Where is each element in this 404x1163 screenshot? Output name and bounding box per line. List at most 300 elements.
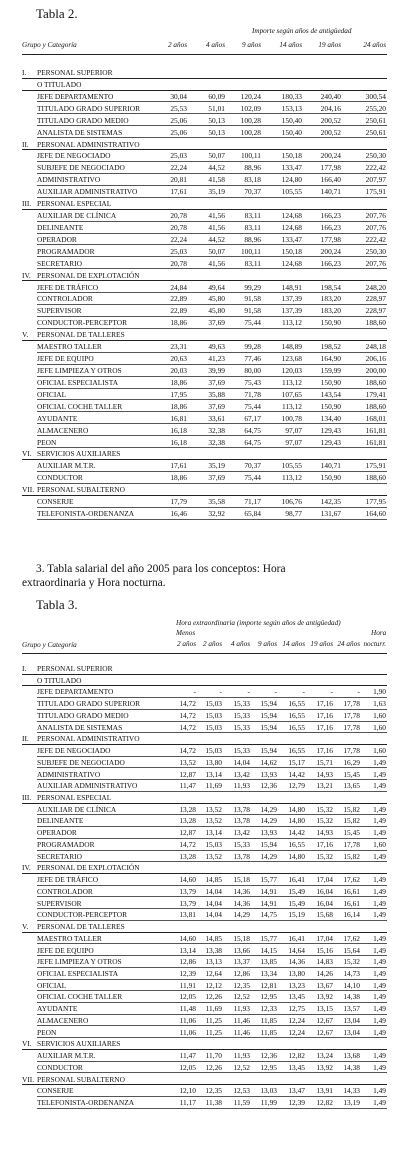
table3-cell: 17,04: [316, 933, 333, 943]
table3-cell: 16,55: [288, 746, 305, 756]
table3-cell: 1,49: [373, 1004, 386, 1014]
table2-category-label: OFICIAL: [37, 389, 67, 399]
table3-cell: 12,10: [179, 1086, 196, 1096]
table3-header-menos: Menos: [176, 629, 196, 637]
table3-category-label: CONDUCTOR: [37, 1062, 83, 1072]
table3-cell: 11,46: [233, 1027, 250, 1037]
table3-cell: 1,49: [373, 945, 386, 955]
table3-category-row: [0, 969, 404, 980]
table2-row-rule: [37, 328, 387, 329]
table2-cell: 133,47: [281, 163, 302, 173]
table2-cell: 248,18: [365, 342, 386, 352]
table2-cell: 75,44: [244, 473, 261, 483]
table2-cell: 88,96: [244, 163, 261, 173]
table3-cell: 14,42: [288, 828, 305, 838]
table2-cell: 166,23: [320, 222, 341, 232]
table3-cell: 12,67: [316, 1015, 333, 1025]
table3-cell: 13,38: [205, 945, 222, 955]
table2-cell: 188,60: [365, 473, 386, 483]
table2-group-label: PERSONAL SUPERIOR: [37, 68, 113, 77]
table2-cell: 175,91: [365, 461, 386, 471]
table2-cell: 65,84: [244, 509, 261, 519]
table3-group-row: [0, 664, 404, 675]
table3-group-row: [0, 922, 404, 933]
table2-cell: 131,67: [320, 509, 341, 519]
table2-cell: 64,75: [244, 425, 261, 435]
table2-header-main: Importe según años de antigüedad: [252, 27, 352, 35]
table3-category-label: CONTROLADOR: [37, 886, 93, 896]
table2-group-row: [0, 330, 404, 341]
table3-cell: 17,62: [343, 933, 360, 943]
table2-cell: 159,99: [320, 366, 341, 375]
table2-category-row: [0, 402, 404, 413]
table2-category-row: [0, 461, 404, 472]
table2-category-row: [0, 247, 404, 258]
table2-category-label: ALMACENERO: [37, 425, 89, 435]
table3-cell: 12,05: [179, 1062, 196, 1072]
table3-cell: 14,60: [179, 875, 196, 885]
table3-cell: 15,03: [205, 710, 222, 720]
table3-cell: 16,41: [288, 933, 305, 943]
table3-cell: 11,59: [233, 1098, 250, 1107]
table2-cell: 91,58: [244, 306, 261, 316]
table2-category-row: [0, 211, 404, 222]
table3-cell: 15,16: [316, 945, 333, 955]
table3-cell: 12,95: [260, 992, 277, 1002]
table3-cell: 13,14: [179, 945, 196, 955]
table3-cell: 17,16: [316, 839, 333, 849]
table3-cell: 15,17: [288, 757, 305, 767]
table2-group-number: VII.: [22, 485, 35, 495]
table3-cell: 14,80: [288, 804, 305, 814]
table2-group-label: SERVICIOS AUXILIARES: [37, 449, 121, 459]
table3-cell: -: [357, 687, 360, 697]
table2-category-row: [0, 509, 404, 520]
table3-category-row: [0, 1004, 404, 1015]
table2-cell: 41,56: [208, 222, 225, 232]
table3-cell: 15,68: [316, 910, 333, 920]
table3-cell: 13,52: [205, 816, 222, 826]
table3-cell: 14,04: [205, 886, 222, 896]
table3-category-row: [0, 875, 404, 886]
table3-category-label: PEON: [37, 1027, 57, 1037]
table2-cell: 60,09: [208, 91, 225, 101]
table3-row-rule: [37, 838, 387, 839]
table3-cell: 12,53: [233, 1086, 250, 1096]
table2-cell: 50,13: [208, 127, 225, 137]
table3-cell: 12,86: [179, 957, 196, 967]
table2-cell: 228,97: [365, 306, 386, 316]
table3-category-row: [0, 770, 404, 781]
table3-row-rule: [37, 1037, 387, 1038]
table3-cell: 13,42: [233, 828, 250, 838]
table2-cell: 83,11: [244, 211, 261, 221]
table2-header-rule: [22, 54, 387, 55]
table2-cell: 198,54: [320, 282, 341, 292]
table2-cell: 16,18: [170, 425, 187, 435]
table3-category-row: [0, 1063, 404, 1074]
table3-group-rule: [22, 932, 387, 933]
table3-category-label: MAESTRO TALLER: [37, 933, 102, 943]
table3-cell: 13,91: [316, 1086, 333, 1096]
table2-cell: 200,24: [320, 151, 341, 161]
table2-cell: 200,24: [320, 246, 341, 256]
table3-cell: 14,85: [205, 933, 222, 943]
table2-cell: 150,90: [320, 318, 341, 328]
table3-cell: 13,15: [316, 1004, 333, 1014]
table3-cell: 14,72: [179, 722, 196, 732]
table3-cell: 15,03: [205, 699, 222, 709]
table3-cell: 16,04: [316, 886, 333, 896]
table2-cell: 143,54: [320, 389, 341, 399]
table3-cell: 1,49: [373, 910, 386, 920]
table3-cell: 11,69: [205, 781, 222, 791]
table3-group-row: [0, 676, 404, 687]
table2-group-label: PERSONAL DE TALLERES: [37, 330, 125, 340]
table3-cell: 12,87: [179, 828, 196, 838]
table2-group-number: I.: [22, 68, 27, 77]
table3-row-rule: [37, 826, 387, 827]
table3-cell: 16,29: [343, 757, 360, 767]
table2-cell: 77,46: [244, 354, 261, 364]
table2-cell: 37,69: [208, 318, 225, 328]
table3-cell: 14,60: [179, 933, 196, 943]
table3-cell: 17,78: [343, 699, 360, 709]
table2-category-row: [0, 414, 404, 425]
table3-row-rule: [37, 1061, 387, 1062]
table3-cell: 14,36: [233, 898, 250, 908]
section3-line1: 3. Tabla salarial del año 2005 para los conceptos: Hora: [36, 563, 286, 575]
table3-cell: 1,60: [373, 722, 386, 732]
table3-col-header: 19 años: [310, 640, 333, 648]
table2-group-row: [0, 140, 404, 151]
table3-cell: 13,28: [179, 804, 196, 814]
table3-cell: 12,52: [233, 1062, 250, 1072]
table3-cell: 11,85: [260, 1027, 277, 1037]
table2-cell: 32,38: [208, 425, 225, 435]
table3-cell: 17,16: [316, 699, 333, 709]
table2-category-row: [0, 104, 404, 115]
table3-cell: 13,52: [205, 851, 222, 861]
table2-group-number: VI.: [22, 449, 32, 459]
table2-row-rule: [37, 364, 387, 365]
table2-cell: 18,86: [170, 401, 187, 411]
table2-cell: 23,31: [170, 342, 187, 352]
table2-category-row: [0, 390, 404, 401]
table2-cell: 250,30: [365, 246, 386, 256]
table3-cell: 13,78: [233, 804, 250, 814]
table3-cell: 17,78: [343, 839, 360, 849]
table2-cell: 164,60: [365, 509, 386, 519]
table3-cell: 17,78: [343, 746, 360, 756]
table2-cell: 188,60: [365, 377, 386, 387]
table2-category-label: SUBJEFE DE NEGOCIADO: [37, 163, 125, 173]
table3-cell: 13,04: [343, 1027, 360, 1037]
table3-cell: 13,52: [179, 757, 196, 767]
table2-cell: 41,23: [208, 354, 225, 364]
table3-cell: 14,29: [260, 816, 277, 826]
table3-category-row: [0, 840, 404, 851]
table3-cell: 13,92: [316, 1062, 333, 1072]
table2-cell: 100,28: [240, 115, 261, 125]
table3-cell: 11,91: [179, 980, 196, 990]
table3-group-rule: [22, 685, 387, 686]
table3-cell: 14,91: [260, 898, 277, 908]
table3-row-rule: [37, 1014, 387, 1015]
table3-cell: 11,99: [260, 1098, 277, 1107]
table3-cell: 13,24: [316, 1051, 333, 1061]
table2-category-label: JEFE LIMPIEZA Y OTROS: [37, 366, 122, 375]
table2-cell: 206,16: [365, 354, 386, 364]
table3-cell: 15,45: [343, 828, 360, 838]
table3-cell: 12,82: [316, 1098, 333, 1107]
table3-row-rule: [37, 990, 387, 991]
table3-cell: 13,34: [260, 968, 277, 978]
table2-cell: 105,55: [281, 187, 302, 197]
table3-cell: 14,04: [205, 910, 222, 920]
table2-cell: 255,20: [365, 103, 386, 113]
table3-cell: 15,32: [316, 851, 333, 861]
table2-cell: 70,37: [244, 461, 261, 471]
table2-category-label: TITULADO GRADO MEDIO: [37, 115, 129, 125]
table3-cell: 15,33: [233, 746, 250, 756]
table3-cell: 15,49: [288, 886, 305, 896]
table3-cell: 1,49: [373, 980, 386, 990]
table2-cell: 148,91: [281, 282, 302, 292]
table2-cell: 123,68: [281, 354, 302, 364]
table3-cell: 14,72: [179, 710, 196, 720]
table2-cell: 129,43: [320, 437, 341, 447]
table2-row-rule: [37, 483, 387, 484]
table3-cell: 15,94: [260, 699, 277, 709]
table3-cell: 1,49: [373, 1098, 386, 1107]
table3-group-label: PERSONAL ADMINISTRATIVO: [37, 734, 140, 744]
table2-row-rule: [37, 101, 387, 102]
table2-cell: 22,89: [170, 306, 187, 316]
table2-category-label: JEFE DE TRÁFICO: [37, 282, 99, 292]
table2-col-header: 4 años: [206, 41, 225, 49]
table2-cell: 33,61: [208, 413, 225, 423]
table3-category-label: SUPERVISOR: [37, 898, 82, 908]
table3-cell: 12,52: [233, 992, 250, 1002]
table3-cell: 14,29: [260, 804, 277, 814]
table3-cell: -: [193, 687, 196, 697]
table3-cell: 13,42: [233, 769, 250, 779]
table3-group-number: VII.: [22, 1074, 35, 1084]
table2-cell: 240,40: [320, 91, 341, 101]
table3-group-label: PERSONAL DE TALLERES: [37, 922, 125, 932]
table2-cell: 70,37: [244, 187, 261, 197]
table2-cell: 248,20: [365, 282, 386, 292]
table2-group-rule: [22, 280, 387, 281]
table3-category-row: [0, 1051, 404, 1062]
table3-category-row: [0, 934, 404, 945]
table3-group-row: [0, 734, 404, 745]
table3-group-number: III.: [22, 793, 32, 803]
table3-cell: 14,75: [260, 910, 277, 920]
table3-category-label: CONDUCTOR-PERCEPTOR: [37, 910, 128, 920]
table2-category-label: CONTROLADOR: [37, 294, 93, 304]
table3-category-row: [0, 852, 404, 863]
table3-category-row: [0, 781, 404, 792]
table3-cell: 15,33: [233, 710, 250, 720]
table2-row-rule: [37, 519, 387, 520]
table2-cell: 150,18: [281, 151, 302, 161]
table2-cell: 17,61: [170, 461, 187, 471]
table2-cell: 133,47: [281, 234, 302, 244]
table2-cell: 18,86: [170, 318, 187, 328]
table3-cell: 15,33: [233, 839, 250, 849]
table3-cell: 1,49: [373, 1027, 386, 1037]
table3-cell: 1,60: [373, 746, 386, 756]
table3-category-row: [0, 723, 404, 734]
table3-category-row: [0, 981, 404, 992]
table3-cell: 11,93: [233, 781, 250, 791]
table3-col-header: 2 años: [203, 640, 222, 648]
table3-col-header: 2 años: [177, 640, 196, 648]
table3-cell: 15,45: [343, 769, 360, 779]
table3-group-label: PERSONAL DE EXPLOTACIÓN: [37, 863, 140, 873]
table2-category-row: [0, 378, 404, 389]
table3-cell: 13,57: [343, 1004, 360, 1014]
table3-cell: 14,36: [233, 886, 250, 896]
table3-cell: 16,04: [316, 898, 333, 908]
table2-cell: 37,69: [208, 401, 225, 411]
table3-cell: 12,95: [260, 1062, 277, 1072]
table2-category-label: AUXILIAR M.T.R.: [37, 461, 96, 471]
table2-cell: 148,89: [281, 342, 302, 352]
table3-cell: 16,41: [288, 875, 305, 885]
table3-cell: 1,49: [373, 898, 386, 908]
table2-cell: 50,07: [208, 246, 225, 256]
table3-cell: 12,33: [260, 1004, 277, 1014]
table3-category-label: ALMACENERO: [37, 1015, 89, 1025]
table3-row-rule: [37, 721, 387, 722]
table2-cell: 228,97: [365, 294, 386, 304]
table2-cell: 50,13: [208, 115, 225, 125]
table3-cell: 13,81: [179, 910, 196, 920]
table3-cell: 13,93: [260, 828, 277, 838]
table3-category-label: JEFE LIMPIEZA Y OTROS: [37, 957, 122, 967]
table2-cell: 166,23: [320, 258, 341, 268]
table2-cell: 17,95: [170, 389, 187, 399]
table3-cell: 13,52: [205, 804, 222, 814]
table2-category-label: PEON: [37, 437, 57, 447]
table3-cell: 13,04: [343, 1015, 360, 1025]
table2-cell: 137,39: [281, 294, 302, 304]
table2-category-row: [0, 354, 404, 365]
table3-category-label: OPERADOR: [37, 828, 77, 838]
table2-cell: 18,86: [170, 377, 187, 387]
table3-row-rule: [37, 920, 387, 921]
table3-cell: 12,75: [288, 1004, 305, 1014]
table2-group-row: [0, 485, 404, 496]
table3-cell: 14,29: [260, 851, 277, 861]
table2-cell: 250,61: [365, 115, 386, 125]
table3-col-header: nocturr.: [363, 640, 386, 648]
table3-cell: 15,33: [233, 699, 250, 709]
table3-cell: 14,80: [288, 816, 305, 826]
table2-category-label: MAESTRO TALLER: [37, 342, 102, 352]
table3-category-row: [0, 687, 404, 698]
table3-cell: 12,35: [233, 980, 250, 990]
table2-cell: 75,43: [244, 377, 261, 387]
table3-cell: 12,24: [288, 1015, 305, 1025]
table3-cell: 14,42: [288, 769, 305, 779]
table3-row-rule: [37, 850, 387, 851]
table3-group-rule: [22, 744, 387, 745]
table2-group-row: [0, 68, 404, 79]
table2-cell: 37,69: [208, 377, 225, 387]
table2-group-row: [0, 80, 404, 91]
table2-cell: 120,24: [240, 91, 261, 101]
table2-category-label: JEFE DEPARTAMENTO: [37, 91, 114, 101]
table3-cell: 12,64: [205, 968, 222, 978]
table2-cell: 17,79: [170, 497, 187, 507]
table3-cell: 15,18: [233, 933, 250, 943]
table2-cell: 25,03: [170, 151, 187, 161]
table3-row-rule: [37, 1002, 387, 1003]
table2-col-header: 19 años: [318, 41, 341, 49]
table2-cell: 150,40: [281, 127, 302, 137]
table3-cell: 13,65: [343, 781, 360, 791]
table3-row-rule: [37, 1108, 387, 1109]
table3-group-rule: [22, 674, 387, 675]
table2-cell: 98,77: [285, 509, 302, 519]
table3-cell: 11,46: [233, 1015, 250, 1025]
table3-cell: 15,94: [260, 746, 277, 756]
table3-cell: 15,64: [343, 945, 360, 955]
table3-cell: 1,49: [373, 1062, 386, 1072]
table3-row-rule: [37, 885, 387, 886]
table3-category-label: ADMINISTRATIVO: [37, 769, 101, 779]
table2-cell: 49,63: [208, 342, 225, 352]
table2-row-rule: [37, 388, 387, 389]
table3-cell: 1,49: [373, 875, 386, 885]
table3-row-rule: [37, 814, 387, 815]
table3-category-label: OFICIAL ESPECIALISTA: [37, 968, 119, 978]
table3-cell: 1,49: [373, 1015, 386, 1025]
table2-cell: 153,13: [281, 103, 302, 113]
table2-cell: 166,40: [320, 175, 341, 185]
table3-cell: 11,85: [260, 1015, 277, 1025]
table2-cell: 18,86: [170, 473, 187, 483]
table3-row-rule: [37, 756, 387, 757]
table2-category-label: TITULADO GRADO SUPERIOR: [37, 103, 141, 113]
table2-cell: 134,40: [320, 413, 341, 423]
table3-cell: -: [302, 687, 305, 697]
table2-cell: 20,63: [170, 354, 187, 364]
table3-group-number: IV.: [22, 863, 31, 873]
table3-cell: 17,62: [343, 875, 360, 885]
table2-category-row: [0, 259, 404, 270]
table2-category-label: CONDUCTOR: [37, 473, 83, 483]
table3-cell: 14,15: [260, 945, 277, 955]
table3-row-rule: [37, 943, 387, 944]
table2-cell: 45,80: [208, 294, 225, 304]
table2-cell: 200,52: [320, 115, 341, 125]
table3-cell: 16,61: [343, 898, 360, 908]
table2-cell: 188,60: [365, 318, 386, 328]
table2-cell: 100,78: [281, 413, 302, 423]
table2-cell: 179,41: [365, 389, 386, 399]
table2-row-rule: [37, 185, 387, 186]
table2-row-rule: [37, 352, 387, 353]
table3-cell: 13,78: [233, 851, 250, 861]
table2-cell: 180,33: [281, 91, 302, 101]
table2-cell: 204,16: [320, 103, 341, 113]
table3-cell: 17,78: [343, 722, 360, 732]
